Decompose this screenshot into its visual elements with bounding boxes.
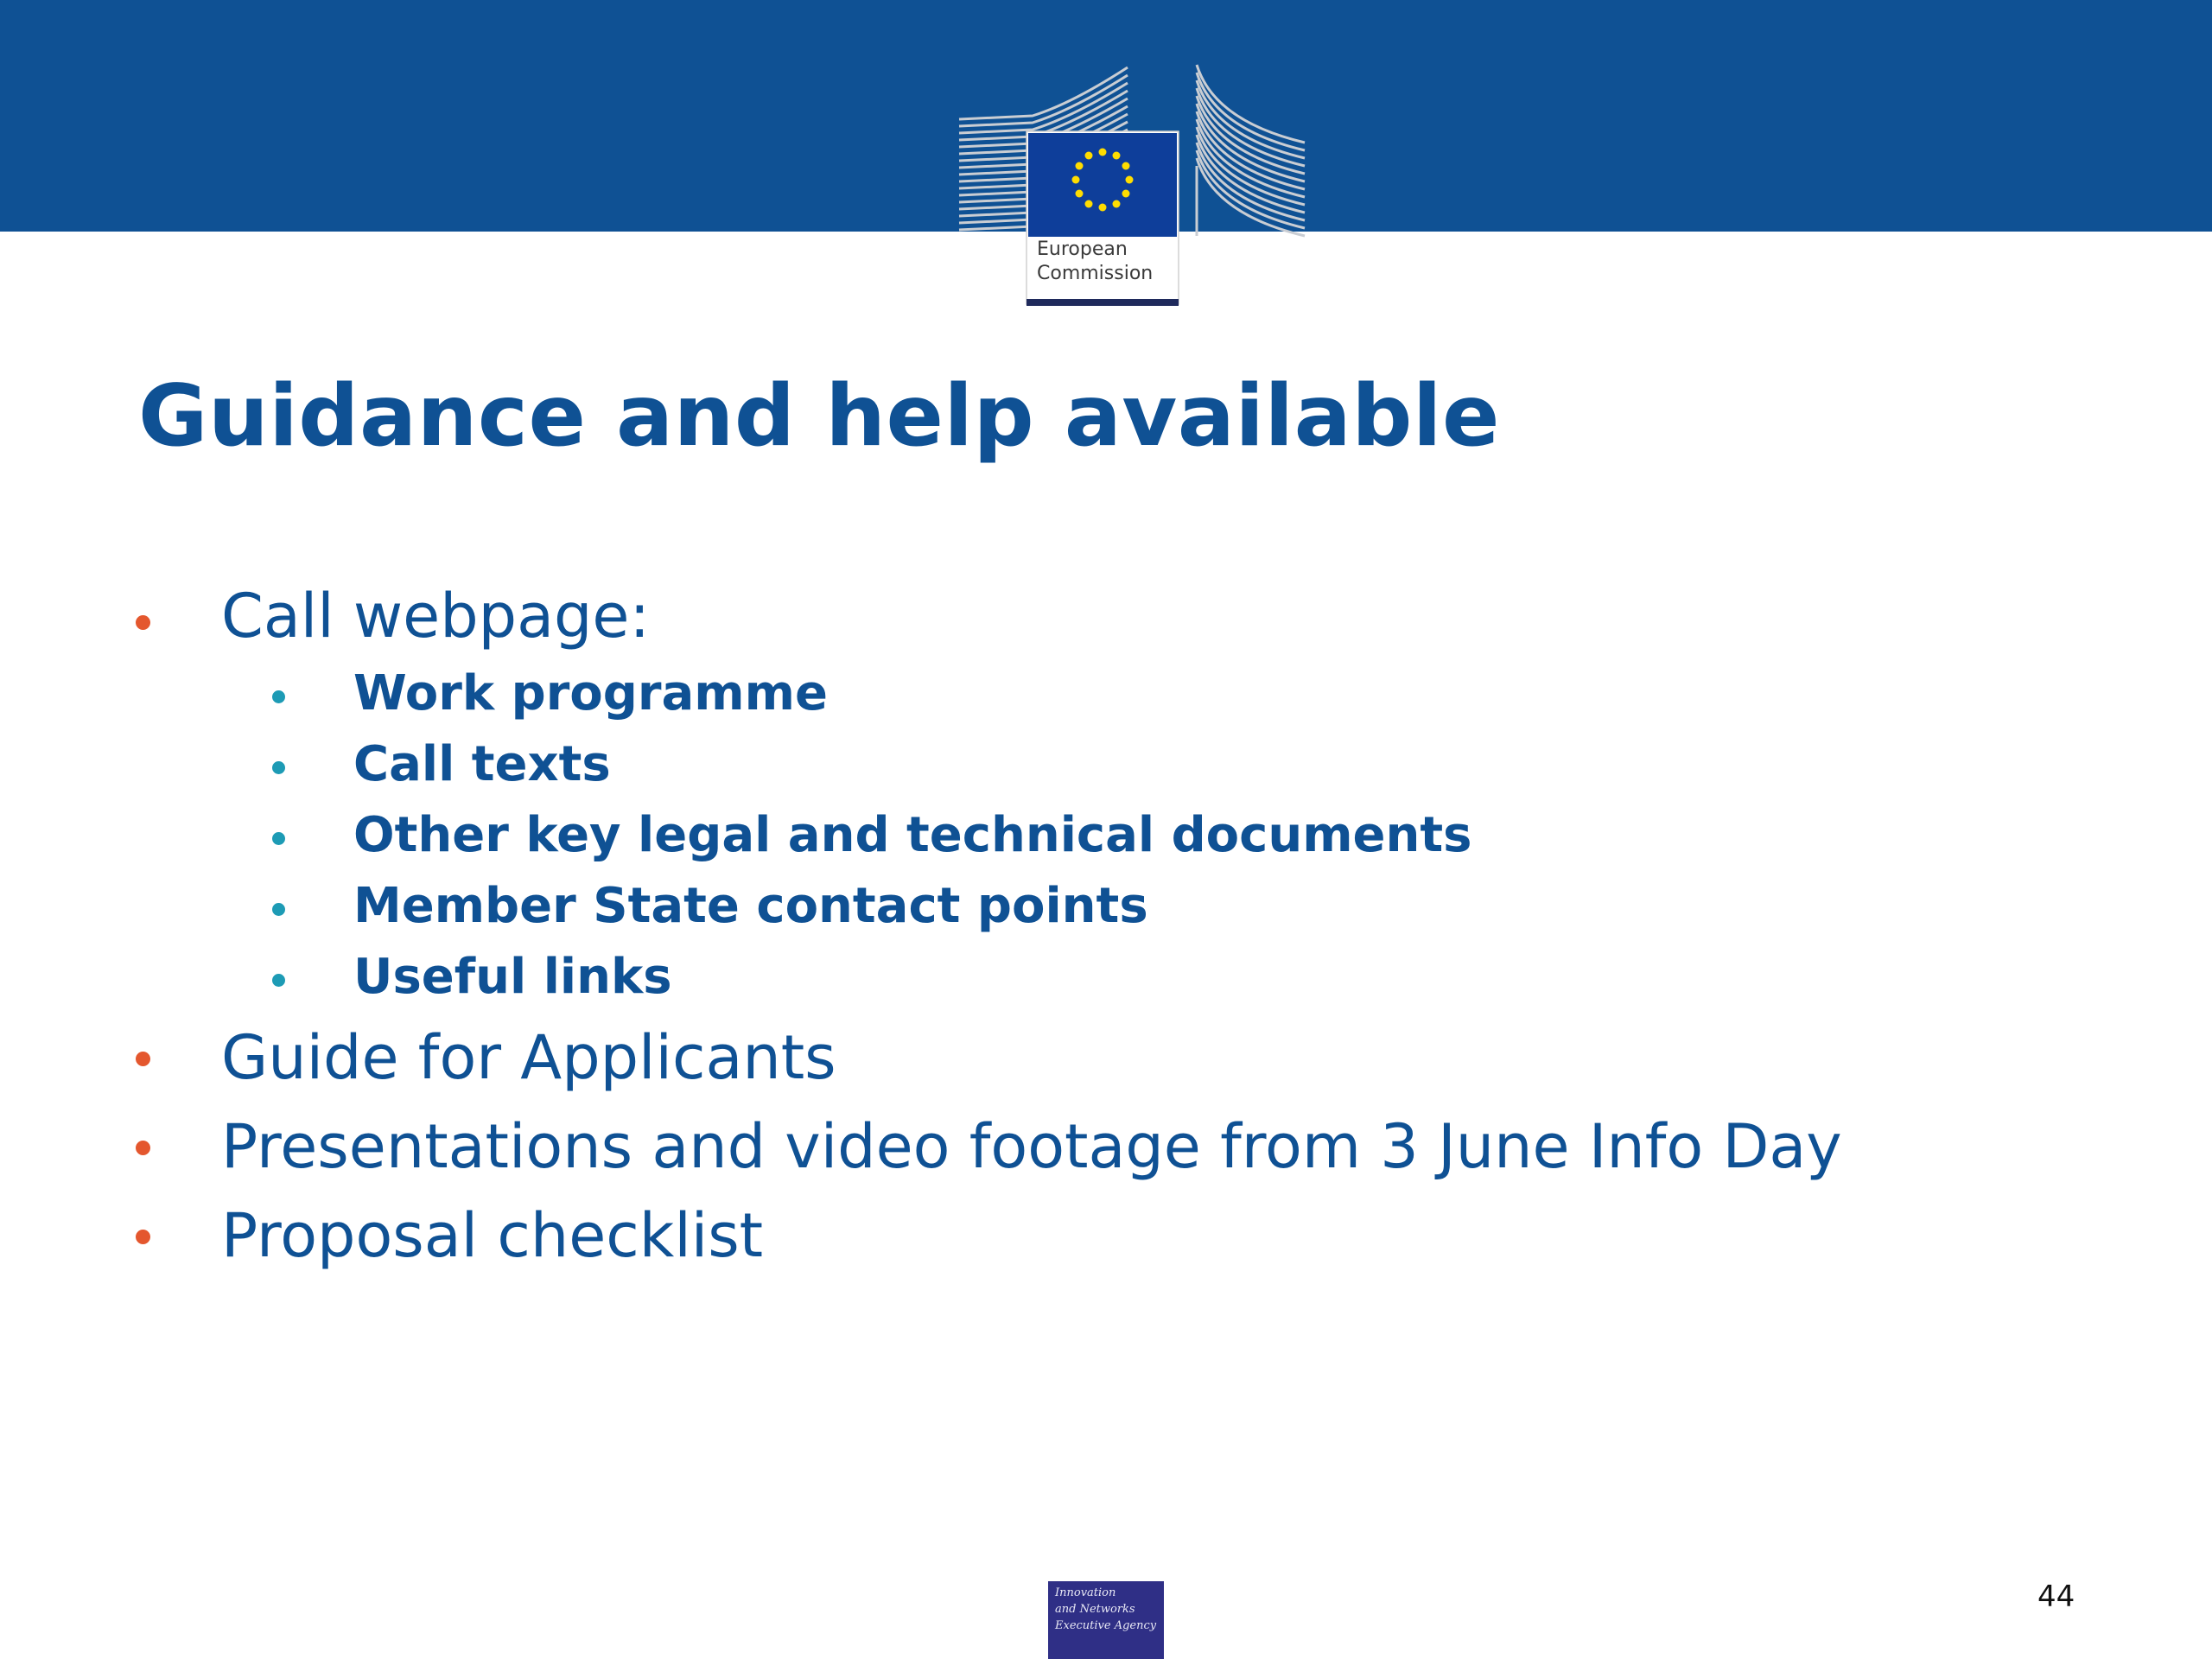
sub-bullet-dot-teal [272,690,285,703]
wordmark-line-2: Commission [1037,263,1154,284]
sub-bullet-dot-teal [272,761,285,774]
sub-bullet-item: Useful links [353,949,672,1005]
wordmark-line-1: European [1037,238,1128,260]
agency-logo-line-3: Executive Agency [1055,1619,1157,1632]
bullet-dot-orange [136,1052,150,1066]
agency-logo-line-1: Innovation [1055,1586,1116,1599]
bullet-item: Proposal checklist [221,1200,764,1271]
inea-agency-logo [1048,1581,1164,1659]
sub-bullet-item: Work programme [353,665,828,721]
sub-bullet-dot-teal [272,903,285,916]
sub-bullet-item: Call texts [353,736,611,792]
bullet-dot-orange [136,1230,150,1244]
bullet-item: Call webpage: [221,581,651,652]
bullet-dot-orange [136,615,150,630]
slide-title: Guidance and help available [138,367,1500,466]
bullet-item: Guide for Applicants [221,1022,836,1093]
bullet-item: Presentations and video footage from 3 June Info Day [221,1111,1842,1182]
sub-bullet-item: Member State contact points [353,878,1148,934]
sub-bullet-dot-teal [272,974,285,987]
bullet-dot-orange [136,1141,150,1155]
sub-bullet-dot-teal [272,832,285,845]
page-number: 44 [2037,1580,2075,1614]
sub-bullet-item: Other key legal and technical documents [353,807,1472,863]
agency-logo-line-2: and Networks [1055,1603,1135,1616]
